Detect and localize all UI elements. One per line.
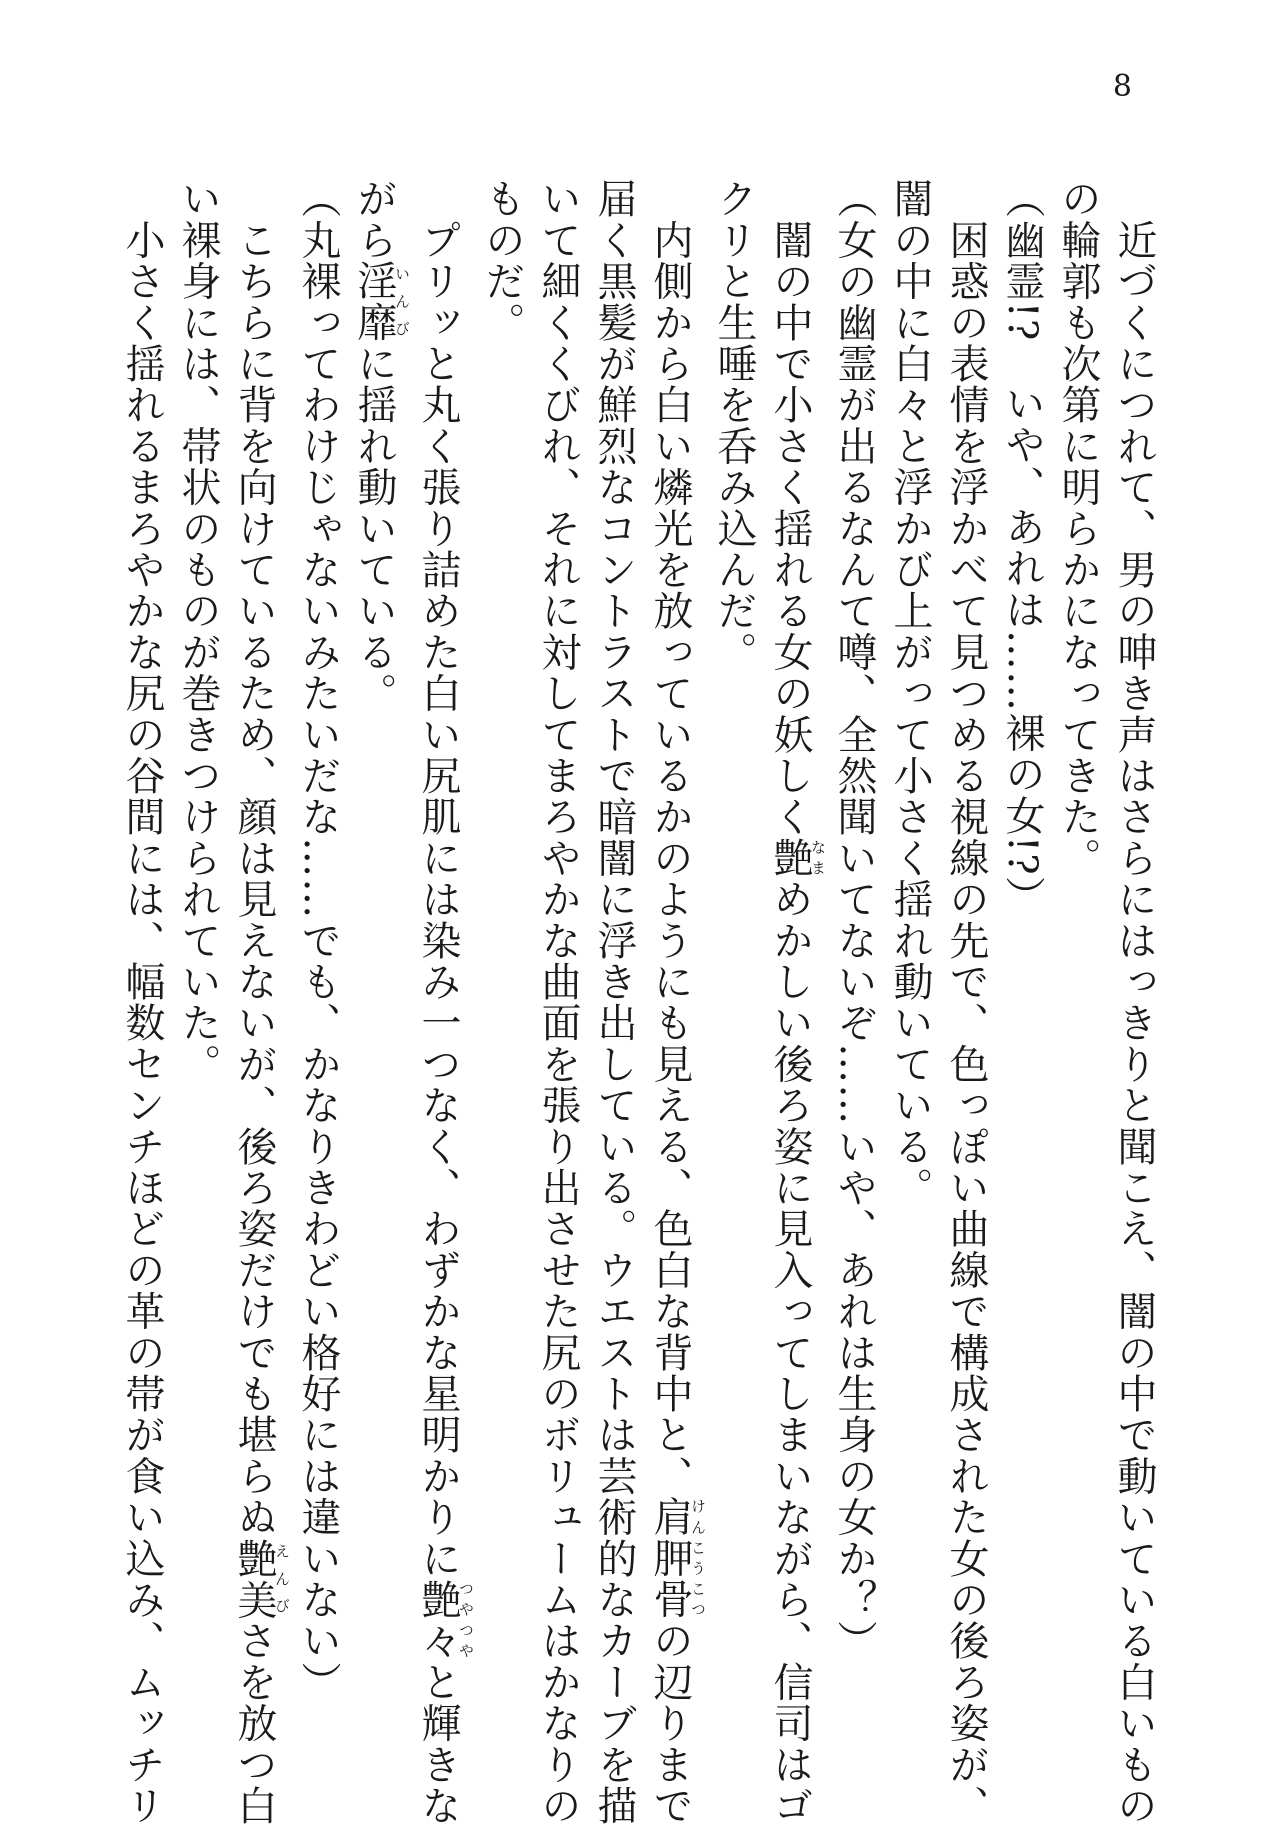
ruby-annotation [351, 260, 411, 343]
ruby-annotation [231, 1537, 291, 1621]
text-line [586, 178, 642, 1826]
text-segment: さを放つ白 [231, 1620, 277, 1826]
text-segment: クリと生唾を呑み込んだ。 [711, 178, 757, 673]
text-segment: プリッと丸く張り詰めた白い尻肌には染み一つなく、わずかな星明かりに [415, 178, 461, 1579]
text-line [226, 178, 291, 1826]
text-segment: ものだ。 [479, 178, 525, 343]
text-segment: いて細くくびれ、それに対してまろやかな曲面を張り出させた尻のボリュームはかなりの [535, 178, 581, 1826]
text-segment: と輝きな [415, 1661, 461, 1826]
ruby-annotation [647, 1496, 707, 1621]
text-segment: に揺れ動いている。 [351, 342, 397, 714]
text-segment: がら [351, 178, 397, 261]
ruby-base: 艶々 [415, 1578, 461, 1662]
text-line [706, 178, 762, 1568]
text-segment: めかしい後ろ姿に見入ってしまいながら、信司はゴ [767, 878, 813, 1826]
text-segment: い裸身には、帯状のものが巻きつけられていた。 [175, 178, 221, 1085]
ruby-annotation [767, 837, 827, 879]
ruby-reading: なま [809, 837, 827, 879]
ruby-reading: けんこうこつ [689, 1496, 707, 1621]
text-segment: （幽霊!? いや、あれは……裸の女!?） [999, 178, 1045, 918]
ruby-base: 肩胛骨 [647, 1496, 693, 1621]
text-line [530, 178, 586, 1826]
text-line [114, 178, 170, 1826]
text-line [938, 178, 994, 1826]
text-segment: 届く黒髪が鮮烈なコントラストで暗闇に浮き出している。ウエストは芸術的なカーブを描 [591, 178, 637, 1826]
text-line [410, 178, 475, 1826]
text-line [170, 178, 226, 1568]
text-segment: の輪郭も次第に明らかになってきた。 [1055, 178, 1101, 879]
text-segment: 近づくにつれて、男の呻き声はさらにはっきりと聞こえ、闇の中で動いている白いもの [1111, 178, 1157, 1826]
text-line [1050, 178, 1106, 1568]
page-number: 8 [1112, 69, 1132, 104]
text-segment: こちらに背を向けているため、顔は見えないが、後ろ姿だけでも堪らぬ [231, 178, 277, 1538]
ruby-annotation [415, 1578, 475, 1662]
text-line [474, 178, 530, 1568]
text-line [826, 178, 882, 1662]
text-segment: 困惑の表情を浮かべて見つめる視線の先で、色っぽい曲線で構成された女の後ろ姿が、 [943, 178, 989, 1826]
text-segment: （丸裸ってわけじゃないみたいだな……でも、かなりきわどい格好には違いない） [295, 178, 341, 1703]
ruby-base: 艶美 [231, 1537, 277, 1621]
text-segment: 小さく揺れるまろやかな尻の谷間には、幅数センチほどの革の帯が食い込み、ムッチリ [119, 178, 165, 1826]
text-line [346, 178, 410, 1568]
text-line [1106, 178, 1162, 1826]
text-line [882, 178, 938, 1568]
ruby-base: 淫靡 [351, 260, 397, 343]
text-segment: の辺りまで [647, 1620, 693, 1826]
body-text [114, 178, 1162, 1826]
text-segment: 闇の中に白々と浮かび上がって小さく揺れ動いている。 [887, 178, 933, 1208]
text-line [994, 178, 1050, 1568]
ruby-reading: つやつや [457, 1578, 475, 1662]
ruby-base: 艶 [767, 837, 813, 879]
text-line [762, 178, 827, 1826]
ruby-reading: えんび [273, 1537, 291, 1621]
text-segment: 闇の中で小さく揺れる女の妖しく [767, 178, 813, 838]
text-line [642, 178, 707, 1826]
text-segment: 内側から白い燐光を放っているかのようにも見える、色白な背中と、 [647, 178, 693, 1497]
text-segment: （女の幽霊が出るなんて噂、全然聞いてないぞ……いや、あれは生身の女か？） [831, 178, 877, 1662]
ruby-reading: いんび [393, 260, 411, 343]
text-line [290, 178, 346, 1703]
